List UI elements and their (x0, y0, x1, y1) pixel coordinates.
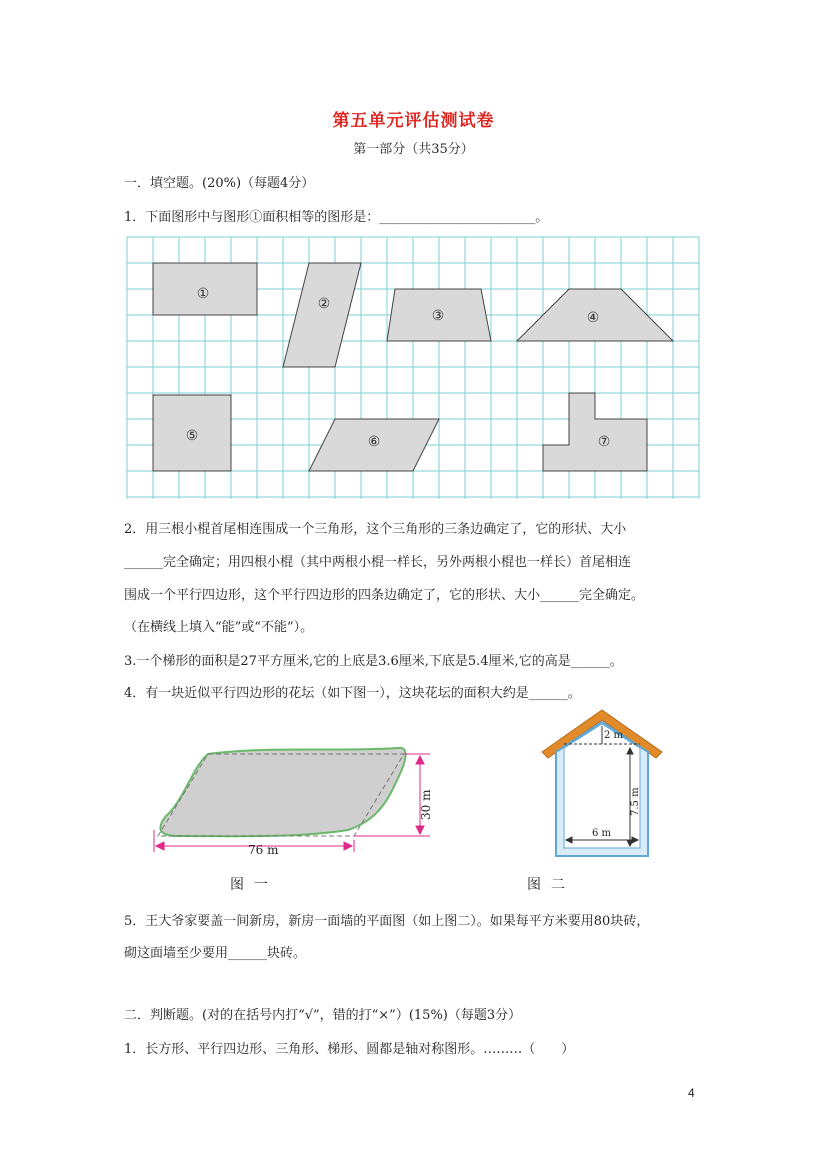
page-subtitle: 第一部分（共35分） (353, 142, 474, 157)
figure-1-caption: 图一 (230, 877, 278, 893)
figure-2-caption: 图二 (527, 877, 575, 893)
question-5-line2: 砌这面墙至少要用______块砖。 (124, 946, 307, 961)
question-2-line3: 围成一个平行四边形，这个平行四边形的四条边确定了，它的形状、大小______完全确定。 (124, 588, 645, 603)
section1-heading: 一．填空题。(20%)（每题4分） (124, 176, 315, 191)
shape-6-label: ⑥ (367, 434, 381, 450)
shape-3-label: ③ (431, 308, 445, 324)
wall-height-label: 7.5 m (630, 787, 641, 816)
question-2-line2: ______完全确定；用四根小棍（其中两根小棍一样长，另外两根小棍也一样长）首尾相连 (124, 555, 632, 570)
shape-7-label: ⑦ (597, 434, 611, 450)
judgement-question-1: 1．长方形、平行四边形、三角形、梯形、圆都是轴对称图形。………（ ） (124, 1042, 575, 1057)
roof-height-label: 2 m (604, 730, 624, 741)
flowerbed-height-label: 30 m (419, 789, 433, 820)
page-number: 4 (688, 1086, 695, 1100)
shape-7-l-shape (543, 393, 647, 471)
flowerbed-figure (148, 740, 448, 860)
flowerbed-width-label: 76 m (248, 843, 279, 857)
section2-heading: 二．判断题。(对的在括号内打“√”，错的打“×”）(15%)（每题3分） (124, 1008, 522, 1023)
shape-1-label: ① (196, 286, 210, 302)
question-1: 1．下面图形中与图形①面积相等的图形是：________________________。 (124, 210, 549, 225)
question-5-line1: 5．王大爷家要盖一间新房，新房一面墙的平面图（如上图二）。如果每平方米要用80块砖， (124, 914, 650, 929)
question-2-line4: （在横线上填入“能”或“不能”）。 (124, 620, 314, 635)
question-3: 3.一个梯形的面积是27平方厘米,它的上底是3.6厘米,下底是5.4厘米,它的高是______。 (124, 654, 623, 669)
shape-2-label: ② (317, 296, 331, 312)
shape-5-label: ⑤ (185, 428, 199, 444)
question-2-line1: 2．用三根小棍首尾相连围成一个三角形，这个三角形的三条边确定了，它的形状、大小 (124, 522, 627, 537)
shape-4-label: ④ (586, 310, 600, 326)
shape-grid-figure (126, 236, 700, 502)
page-title: 第五单元评估测试卷 (332, 111, 495, 131)
flowerbed-outline (160, 748, 405, 836)
house-wall-figure (540, 708, 670, 858)
question-4: 4．有一块近似平行四边形的花坛（如下图一），这块花坛的面积大约是______。 (124, 686, 581, 701)
wall-width-label: 6 m (592, 828, 612, 839)
